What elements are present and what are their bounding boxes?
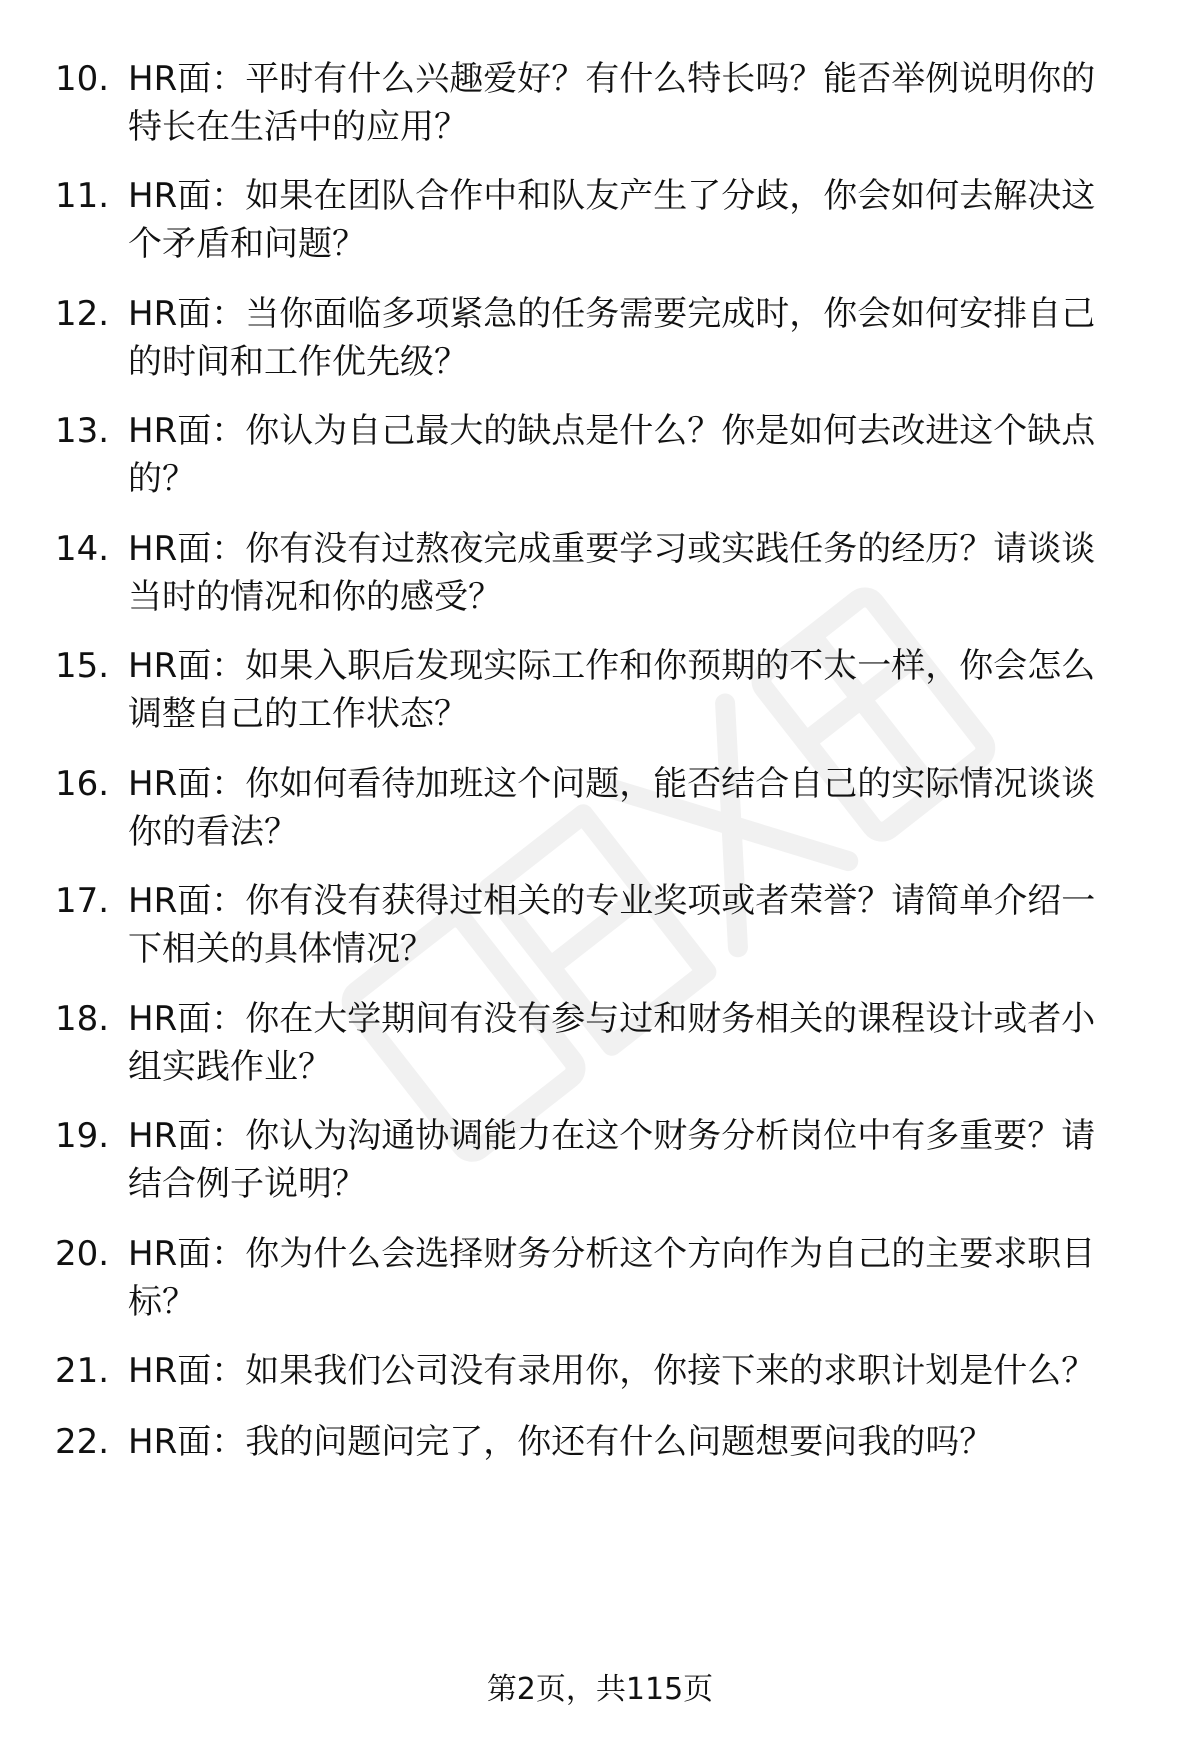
question-number: 20. <box>55 1234 110 1274</box>
question-number: 19. <box>55 1116 110 1156</box>
question-text <box>128 877 1158 973</box>
question-line: HR面：你认为自己最大的缺点是什么？你是如何去改进这个缺点 <box>128 411 1096 451</box>
question-line: 结合例子说明？ <box>128 1164 366 1204</box>
question-text <box>128 1112 1158 1208</box>
question-text <box>128 172 1158 268</box>
question-line: HR面：当你面临多项紧急的任务需要完成时，你会如何安排自己 <box>128 294 1096 334</box>
question-text <box>128 290 1158 386</box>
question-line: 的时间和工作优先级？ <box>128 342 468 382</box>
question-number: 16. <box>55 764 110 804</box>
question-line: HR面：你有没有获得过相关的专业奖项或者荣誉？请简单介绍一 <box>128 881 1096 921</box>
question-line: HR面：如果在团队合作中和队友产生了分歧，你会如何去解决这 <box>128 176 1096 216</box>
question-line: 特长在生活中的应用？ <box>128 107 468 147</box>
question-line: HR面：如果我们公司没有录用你，你接下来的求职计划是什么？ <box>128 1351 1096 1391</box>
question-number: 15. <box>55 646 110 686</box>
question-line: HR面：如果入职后发现实际工作和你预期的不太一样，你会怎么 <box>128 646 1096 686</box>
question-line: HR面：你有没有过熬夜完成重要学习或实践任务的经历？请谈谈 <box>128 529 1096 569</box>
question-text <box>128 407 1158 503</box>
question-line: HR面：我的问题问完了，你还有什么问题想要问我的吗？ <box>128 1422 994 1462</box>
question-number: 14. <box>55 529 110 569</box>
question-text <box>128 1230 1158 1326</box>
page-indicator: 第2页，共115页 <box>486 1672 714 1707</box>
question-text <box>128 995 1158 1091</box>
question-line: 组实践作业？ <box>128 1047 332 1087</box>
question-line: HR面：你认为沟通协调能力在这个财务分析岗位中有多重要？请 <box>128 1116 1096 1156</box>
question-line: 你的看法？ <box>128 812 298 852</box>
question-number: 10. <box>55 59 110 99</box>
question-number: 11. <box>55 176 110 216</box>
question-line: 下相关的具体情况？ <box>128 929 434 969</box>
question-text <box>128 1347 1158 1395</box>
question-number: 18. <box>55 999 110 1039</box>
question-number: 12. <box>55 294 110 334</box>
question-line: HR面：平时有什么兴趣爱好？有什么特长吗？能否举例说明你的 <box>128 59 1096 99</box>
question-line: HR面：你为什么会选择财务分析这个方向作为自己的主要求职目 <box>128 1234 1096 1274</box>
question-text <box>128 55 1158 151</box>
question-text <box>128 525 1158 621</box>
question-line: 标？ <box>128 1282 196 1322</box>
question-number: 21. <box>55 1351 110 1391</box>
question-number: 13. <box>55 411 110 451</box>
question-number: 22. <box>55 1422 110 1462</box>
question-text <box>128 642 1158 738</box>
question-line: HR面：你如何看待加班这个问题，能否结合自己的实际情况谈谈 <box>128 764 1096 804</box>
question-line: 当时的情况和你的感受？ <box>128 577 502 617</box>
question-line: HR面：你在大学期间有没有参与过和财务相关的课程设计或者小 <box>128 999 1096 1039</box>
question-number: 17. <box>55 881 110 921</box>
question-line: 的？ <box>128 459 196 499</box>
question-line: 调整自己的工作状态？ <box>128 694 468 734</box>
question-text <box>128 1418 1158 1466</box>
question-line: 个矛盾和问题？ <box>128 224 366 264</box>
question-text <box>128 760 1158 856</box>
